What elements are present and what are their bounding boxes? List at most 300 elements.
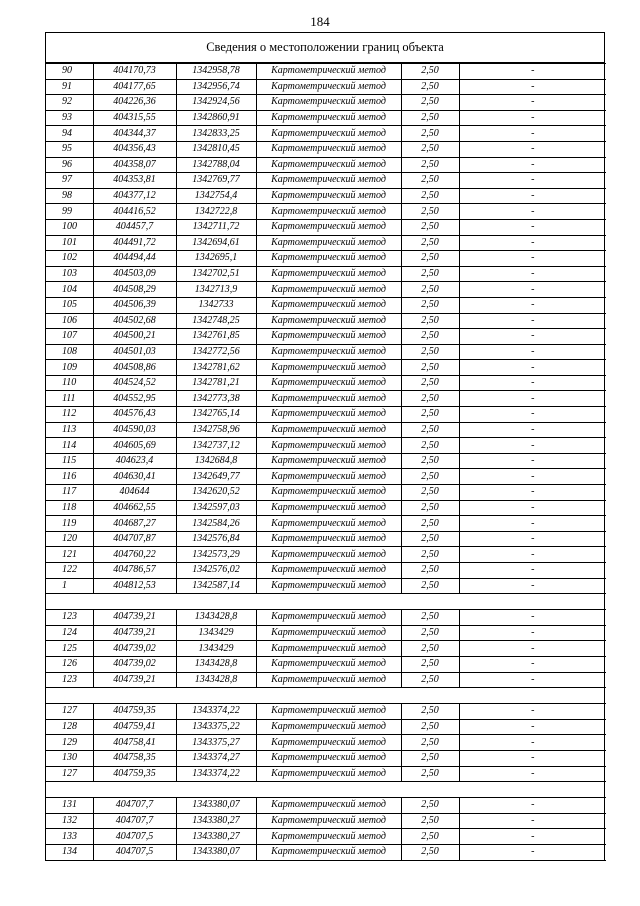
- y-coordinate-cell: 1342748,25: [176, 313, 256, 329]
- x-coordinate-cell: 404491,72: [93, 235, 176, 251]
- table-row: [46, 251, 606, 267]
- note-cell: -: [459, 578, 606, 594]
- x-coordinate-cell: 404590,03: [93, 422, 176, 438]
- method-cell: Картометрический метод: [256, 422, 401, 438]
- method-cell: Картометрический метод: [256, 469, 401, 485]
- y-coordinate-cell: 1342711,72: [176, 219, 256, 235]
- accuracy-cell: 2,50: [401, 360, 459, 376]
- point-number-cell: 100: [46, 219, 93, 235]
- y-coordinate-cell: 1342702,51: [176, 266, 256, 282]
- x-coordinate-cell: 404315,55: [93, 110, 176, 126]
- y-coordinate-cell: 1343374,22: [176, 766, 256, 782]
- accuracy-cell: 2,50: [401, 516, 459, 532]
- accuracy-cell: 2,50: [401, 141, 459, 157]
- method-cell: Картометрический метод: [256, 266, 401, 282]
- point-number-cell: 95: [46, 141, 93, 157]
- note-cell: -: [459, 625, 606, 641]
- note-cell: -: [459, 344, 606, 360]
- accuracy-cell: 2,50: [401, 157, 459, 173]
- accuracy-cell: 2,50: [401, 766, 459, 782]
- table-row: [46, 719, 606, 735]
- x-coordinate-cell: 404503,09: [93, 266, 176, 282]
- x-coordinate-cell: 404524,52: [93, 375, 176, 391]
- point-number-cell: 97: [46, 173, 93, 189]
- note-cell: -: [459, 235, 606, 251]
- method-cell: Картометрический метод: [256, 798, 401, 814]
- point-number-cell: 1: [46, 578, 93, 594]
- table-row: [46, 157, 606, 173]
- y-coordinate-cell: 1342576,84: [176, 531, 256, 547]
- accuracy-cell: 2,50: [401, 235, 459, 251]
- table-row: [46, 438, 606, 454]
- accuracy-cell: 2,50: [401, 251, 459, 267]
- coordinates-table: [46, 63, 606, 861]
- accuracy-cell: 2,50: [401, 547, 459, 563]
- table-row: [46, 329, 606, 345]
- x-coordinate-cell: 404739,21: [93, 610, 176, 626]
- point-number-cell: 133: [46, 829, 93, 845]
- point-number-cell: 109: [46, 360, 93, 376]
- group-separator-cell: [46, 594, 606, 610]
- table-row: [46, 531, 606, 547]
- x-coordinate-cell: 404508,86: [93, 360, 176, 376]
- note-cell: -: [459, 829, 606, 845]
- method-cell: Картометрический метод: [256, 735, 401, 751]
- note-cell: -: [459, 64, 606, 80]
- accuracy-cell: 2,50: [401, 95, 459, 111]
- accuracy-cell: 2,50: [401, 735, 459, 751]
- y-coordinate-cell: 1342788,04: [176, 157, 256, 173]
- point-number-cell: 102: [46, 251, 93, 267]
- x-coordinate-cell: 404707,7: [93, 798, 176, 814]
- y-coordinate-cell: 1342761,85: [176, 329, 256, 345]
- note-cell: -: [459, 422, 606, 438]
- y-coordinate-cell: 1342958,78: [176, 64, 256, 80]
- table-row: [46, 313, 606, 329]
- method-cell: Картометрический метод: [256, 531, 401, 547]
- note-cell: -: [459, 766, 606, 782]
- point-number-cell: 128: [46, 719, 93, 735]
- table-row: [46, 266, 606, 282]
- coordinates-table-body: [46, 64, 606, 861]
- table-row: [46, 672, 606, 688]
- point-number-cell: 99: [46, 204, 93, 220]
- y-coordinate-cell: 1343374,27: [176, 750, 256, 766]
- note-cell: -: [459, 719, 606, 735]
- point-number-cell: 120: [46, 531, 93, 547]
- table-row: [46, 204, 606, 220]
- x-coordinate-cell: 404576,43: [93, 407, 176, 423]
- method-cell: Картометрический метод: [256, 297, 401, 313]
- accuracy-cell: 2,50: [401, 344, 459, 360]
- accuracy-cell: 2,50: [401, 64, 459, 80]
- group-separator-cell: [46, 782, 606, 798]
- table-row: [46, 547, 606, 563]
- group-separator-cell: [46, 688, 606, 704]
- y-coordinate-cell: 1343374,22: [176, 704, 256, 720]
- accuracy-cell: 2,50: [401, 173, 459, 189]
- x-coordinate-cell: 404170,73: [93, 64, 176, 80]
- accuracy-cell: 2,50: [401, 704, 459, 720]
- point-number-cell: 131: [46, 798, 93, 814]
- note-cell: -: [459, 360, 606, 376]
- table-row: [46, 64, 606, 80]
- x-coordinate-cell: 404707,5: [93, 844, 176, 860]
- y-coordinate-cell: 1342781,62: [176, 360, 256, 376]
- y-coordinate-cell: 1342769,77: [176, 173, 256, 189]
- accuracy-cell: 2,50: [401, 798, 459, 814]
- method-cell: Картометрический метод: [256, 672, 401, 688]
- point-number-cell: 106: [46, 313, 93, 329]
- method-cell: Картометрический метод: [256, 313, 401, 329]
- accuracy-cell: 2,50: [401, 829, 459, 845]
- note-cell: -: [459, 485, 606, 501]
- table-row: [46, 485, 606, 501]
- y-coordinate-cell: 1342810,45: [176, 141, 256, 157]
- table-row: [46, 578, 606, 594]
- method-cell: Картометрический метод: [256, 141, 401, 157]
- note-cell: -: [459, 329, 606, 345]
- y-coordinate-cell: 1342584,26: [176, 516, 256, 532]
- table-row: [46, 704, 606, 720]
- table-row: [46, 235, 606, 251]
- point-number-cell: 123: [46, 610, 93, 626]
- accuracy-cell: 2,50: [401, 656, 459, 672]
- x-coordinate-cell: 404377,12: [93, 188, 176, 204]
- note-cell: -: [459, 407, 606, 423]
- method-cell: Картометрический метод: [256, 204, 401, 220]
- point-number-cell: 93: [46, 110, 93, 126]
- method-cell: Картометрический метод: [256, 79, 401, 95]
- table-row: [46, 563, 606, 579]
- y-coordinate-cell: 1343375,27: [176, 735, 256, 751]
- table-row: [46, 391, 606, 407]
- y-coordinate-cell: 1342695,1: [176, 251, 256, 267]
- accuracy-cell: 2,50: [401, 844, 459, 860]
- method-cell: Картометрический метод: [256, 750, 401, 766]
- note-cell: -: [459, 672, 606, 688]
- y-coordinate-cell: 1342573,29: [176, 547, 256, 563]
- point-number-cell: 112: [46, 407, 93, 423]
- note-cell: -: [459, 297, 606, 313]
- table-row: [46, 110, 606, 126]
- x-coordinate-cell: 404759,35: [93, 704, 176, 720]
- table-row: [46, 656, 606, 672]
- x-coordinate-cell: 404707,7: [93, 813, 176, 829]
- point-number-cell: 121: [46, 547, 93, 563]
- point-number-cell: 114: [46, 438, 93, 454]
- accuracy-cell: 2,50: [401, 485, 459, 501]
- table-row: [46, 79, 606, 95]
- table-row: [46, 344, 606, 360]
- note-cell: -: [459, 157, 606, 173]
- note-cell: -: [459, 141, 606, 157]
- point-number-cell: 132: [46, 813, 93, 829]
- method-cell: Картометрический метод: [256, 126, 401, 142]
- accuracy-cell: 2,50: [401, 453, 459, 469]
- x-coordinate-cell: 404812,53: [93, 578, 176, 594]
- method-cell: Картометрический метод: [256, 64, 401, 80]
- accuracy-cell: 2,50: [401, 313, 459, 329]
- x-coordinate-cell: 404358,07: [93, 157, 176, 173]
- x-coordinate-cell: 404662,55: [93, 500, 176, 516]
- note-cell: -: [459, 813, 606, 829]
- point-number-cell: 125: [46, 641, 93, 657]
- y-coordinate-cell: 1342713,9: [176, 282, 256, 298]
- point-number-cell: 119: [46, 516, 93, 532]
- y-coordinate-cell: 1342597,03: [176, 500, 256, 516]
- accuracy-cell: 2,50: [401, 531, 459, 547]
- x-coordinate-cell: 404506,39: [93, 297, 176, 313]
- point-number-cell: 92: [46, 95, 93, 111]
- note-cell: -: [459, 188, 606, 204]
- method-cell: Картометрический метод: [256, 625, 401, 641]
- point-number-cell: 126: [46, 656, 93, 672]
- accuracy-cell: 2,50: [401, 469, 459, 485]
- table-row: [46, 813, 606, 829]
- note-cell: -: [459, 547, 606, 563]
- note-cell: -: [459, 95, 606, 111]
- method-cell: Картометрический метод: [256, 641, 401, 657]
- table-row: [46, 188, 606, 204]
- accuracy-cell: 2,50: [401, 500, 459, 516]
- table-row: [46, 282, 606, 298]
- group-separator-row: [46, 782, 606, 798]
- y-coordinate-cell: 1343380,27: [176, 829, 256, 845]
- note-cell: -: [459, 641, 606, 657]
- x-coordinate-cell: 404758,35: [93, 750, 176, 766]
- method-cell: Картометрический метод: [256, 110, 401, 126]
- table-row: [46, 610, 606, 626]
- note-cell: -: [459, 391, 606, 407]
- note-cell: -: [459, 219, 606, 235]
- method-cell: Картометрический метод: [256, 407, 401, 423]
- method-cell: Картометрический метод: [256, 500, 401, 516]
- x-coordinate-cell: 404739,21: [93, 625, 176, 641]
- x-coordinate-cell: 404759,35: [93, 766, 176, 782]
- y-coordinate-cell: 1343428,8: [176, 610, 256, 626]
- table-row: [46, 829, 606, 845]
- accuracy-cell: 2,50: [401, 188, 459, 204]
- point-number-cell: 107: [46, 329, 93, 345]
- point-number-cell: 98: [46, 188, 93, 204]
- table-row: [46, 641, 606, 657]
- note-cell: -: [459, 704, 606, 720]
- accuracy-cell: 2,50: [401, 126, 459, 142]
- method-cell: Картометрический метод: [256, 829, 401, 845]
- y-coordinate-cell: 1342587,14: [176, 578, 256, 594]
- method-cell: Картометрический метод: [256, 578, 401, 594]
- accuracy-cell: 2,50: [401, 813, 459, 829]
- note-cell: -: [459, 750, 606, 766]
- accuracy-cell: 2,50: [401, 422, 459, 438]
- method-cell: Картометрический метод: [256, 282, 401, 298]
- group-separator-row: [46, 688, 606, 704]
- method-cell: Картометрический метод: [256, 813, 401, 829]
- method-cell: Картометрический метод: [256, 547, 401, 563]
- method-cell: Картометрический метод: [256, 485, 401, 501]
- table-row: [46, 173, 606, 189]
- y-coordinate-cell: 1342620,52: [176, 485, 256, 501]
- note-cell: -: [459, 266, 606, 282]
- x-coordinate-cell: 404739,02: [93, 656, 176, 672]
- y-coordinate-cell: 1342860,91: [176, 110, 256, 126]
- x-coordinate-cell: 404707,5: [93, 829, 176, 845]
- y-coordinate-cell: 1343380,07: [176, 798, 256, 814]
- method-cell: Картометрический метод: [256, 704, 401, 720]
- x-coordinate-cell: 404758,41: [93, 735, 176, 751]
- note-cell: -: [459, 500, 606, 516]
- y-coordinate-cell: 1343375,22: [176, 719, 256, 735]
- point-number-cell: 115: [46, 453, 93, 469]
- accuracy-cell: 2,50: [401, 79, 459, 95]
- y-coordinate-cell: 1342956,74: [176, 79, 256, 95]
- x-coordinate-cell: 404508,29: [93, 282, 176, 298]
- x-coordinate-cell: 404177,65: [93, 79, 176, 95]
- method-cell: Картометрический метод: [256, 453, 401, 469]
- page-number: 184: [310, 14, 330, 29]
- method-cell: Картометрический метод: [256, 563, 401, 579]
- point-number-cell: 130: [46, 750, 93, 766]
- y-coordinate-cell: 1343428,8: [176, 672, 256, 688]
- point-number-cell: 118: [46, 500, 93, 516]
- accuracy-cell: 2,50: [401, 719, 459, 735]
- point-number-cell: 103: [46, 266, 93, 282]
- note-cell: -: [459, 656, 606, 672]
- y-coordinate-cell: 1342737,12: [176, 438, 256, 454]
- x-coordinate-cell: 404226,36: [93, 95, 176, 111]
- group-separator-row: [46, 594, 606, 610]
- method-cell: Картометрический метод: [256, 375, 401, 391]
- note-cell: -: [459, 563, 606, 579]
- method-cell: Картометрический метод: [256, 95, 401, 111]
- x-coordinate-cell: 404760,22: [93, 547, 176, 563]
- method-cell: Картометрический метод: [256, 157, 401, 173]
- y-coordinate-cell: 1343380,07: [176, 844, 256, 860]
- table-row: [46, 219, 606, 235]
- y-coordinate-cell: 1342649,77: [176, 469, 256, 485]
- note-cell: -: [459, 844, 606, 860]
- note-cell: -: [459, 453, 606, 469]
- sheet-title: Сведения о местоположении границ объекта: [46, 33, 604, 63]
- note-cell: -: [459, 251, 606, 267]
- y-coordinate-cell: 1342758,96: [176, 422, 256, 438]
- accuracy-cell: 2,50: [401, 204, 459, 220]
- note-cell: -: [459, 126, 606, 142]
- y-coordinate-cell: 1343380,27: [176, 813, 256, 829]
- x-coordinate-cell: 404687,27: [93, 516, 176, 532]
- method-cell: Картометрический метод: [256, 219, 401, 235]
- accuracy-cell: 2,50: [401, 750, 459, 766]
- table-row: [46, 735, 606, 751]
- x-coordinate-cell: 404605,69: [93, 438, 176, 454]
- note-cell: -: [459, 282, 606, 298]
- point-number-cell: 134: [46, 844, 93, 860]
- method-cell: Картометрический метод: [256, 251, 401, 267]
- note-cell: -: [459, 516, 606, 532]
- accuracy-cell: 2,50: [401, 672, 459, 688]
- y-coordinate-cell: 1342694,61: [176, 235, 256, 251]
- point-number-cell: 101: [46, 235, 93, 251]
- method-cell: Картометрический метод: [256, 235, 401, 251]
- note-cell: -: [459, 610, 606, 626]
- x-coordinate-cell: 404502,68: [93, 313, 176, 329]
- accuracy-cell: 2,50: [401, 329, 459, 345]
- point-number-cell: 91: [46, 79, 93, 95]
- x-coordinate-cell: 404707,87: [93, 531, 176, 547]
- accuracy-cell: 2,50: [401, 375, 459, 391]
- point-number-cell: 129: [46, 735, 93, 751]
- y-coordinate-cell: 1342684,8: [176, 453, 256, 469]
- y-coordinate-cell: 1343428,8: [176, 656, 256, 672]
- x-coordinate-cell: 404494,44: [93, 251, 176, 267]
- table-row: [46, 297, 606, 313]
- accuracy-cell: 2,50: [401, 297, 459, 313]
- accuracy-cell: 2,50: [401, 641, 459, 657]
- method-cell: Картометрический метод: [256, 438, 401, 454]
- table-row: [46, 798, 606, 814]
- table-row: [46, 95, 606, 111]
- note-cell: -: [459, 79, 606, 95]
- table-row: [46, 360, 606, 376]
- accuracy-cell: 2,50: [401, 438, 459, 454]
- boundary-sheet: [45, 32, 605, 861]
- point-number-cell: 117: [46, 485, 93, 501]
- y-coordinate-cell: 1343429: [176, 625, 256, 641]
- y-coordinate-cell: 1342773,38: [176, 391, 256, 407]
- method-cell: Картометрический метод: [256, 344, 401, 360]
- accuracy-cell: 2,50: [401, 407, 459, 423]
- x-coordinate-cell: 404353,81: [93, 173, 176, 189]
- table-row: [46, 750, 606, 766]
- point-number-cell: 90: [46, 64, 93, 80]
- point-number-cell: 108: [46, 344, 93, 360]
- note-cell: -: [459, 313, 606, 329]
- note-cell: -: [459, 469, 606, 485]
- table-row: [46, 516, 606, 532]
- y-coordinate-cell: 1342576,02: [176, 563, 256, 579]
- point-number-cell: 122: [46, 563, 93, 579]
- method-cell: Картометрический метод: [256, 516, 401, 532]
- x-coordinate-cell: 404500,21: [93, 329, 176, 345]
- table-row: [46, 469, 606, 485]
- table-row: [46, 766, 606, 782]
- x-coordinate-cell: 404623,4: [93, 453, 176, 469]
- accuracy-cell: 2,50: [401, 578, 459, 594]
- table-row: [46, 625, 606, 641]
- x-coordinate-cell: 404630,41: [93, 469, 176, 485]
- y-coordinate-cell: 1342772,56: [176, 344, 256, 360]
- point-number-cell: 123: [46, 672, 93, 688]
- y-coordinate-cell: 1342833,25: [176, 126, 256, 142]
- accuracy-cell: 2,50: [401, 266, 459, 282]
- table-row: [46, 500, 606, 516]
- y-coordinate-cell: 1342765,14: [176, 407, 256, 423]
- point-number-cell: 110: [46, 375, 93, 391]
- point-number-cell: 127: [46, 766, 93, 782]
- table-row: [46, 453, 606, 469]
- method-cell: Картометрический метод: [256, 844, 401, 860]
- method-cell: Картометрический метод: [256, 610, 401, 626]
- accuracy-cell: 2,50: [401, 219, 459, 235]
- y-coordinate-cell: 1342754,4: [176, 188, 256, 204]
- point-number-cell: 111: [46, 391, 93, 407]
- accuracy-cell: 2,50: [401, 391, 459, 407]
- table-row: [46, 375, 606, 391]
- method-cell: Картометрический метод: [256, 173, 401, 189]
- note-cell: -: [459, 375, 606, 391]
- point-number-cell: 104: [46, 282, 93, 298]
